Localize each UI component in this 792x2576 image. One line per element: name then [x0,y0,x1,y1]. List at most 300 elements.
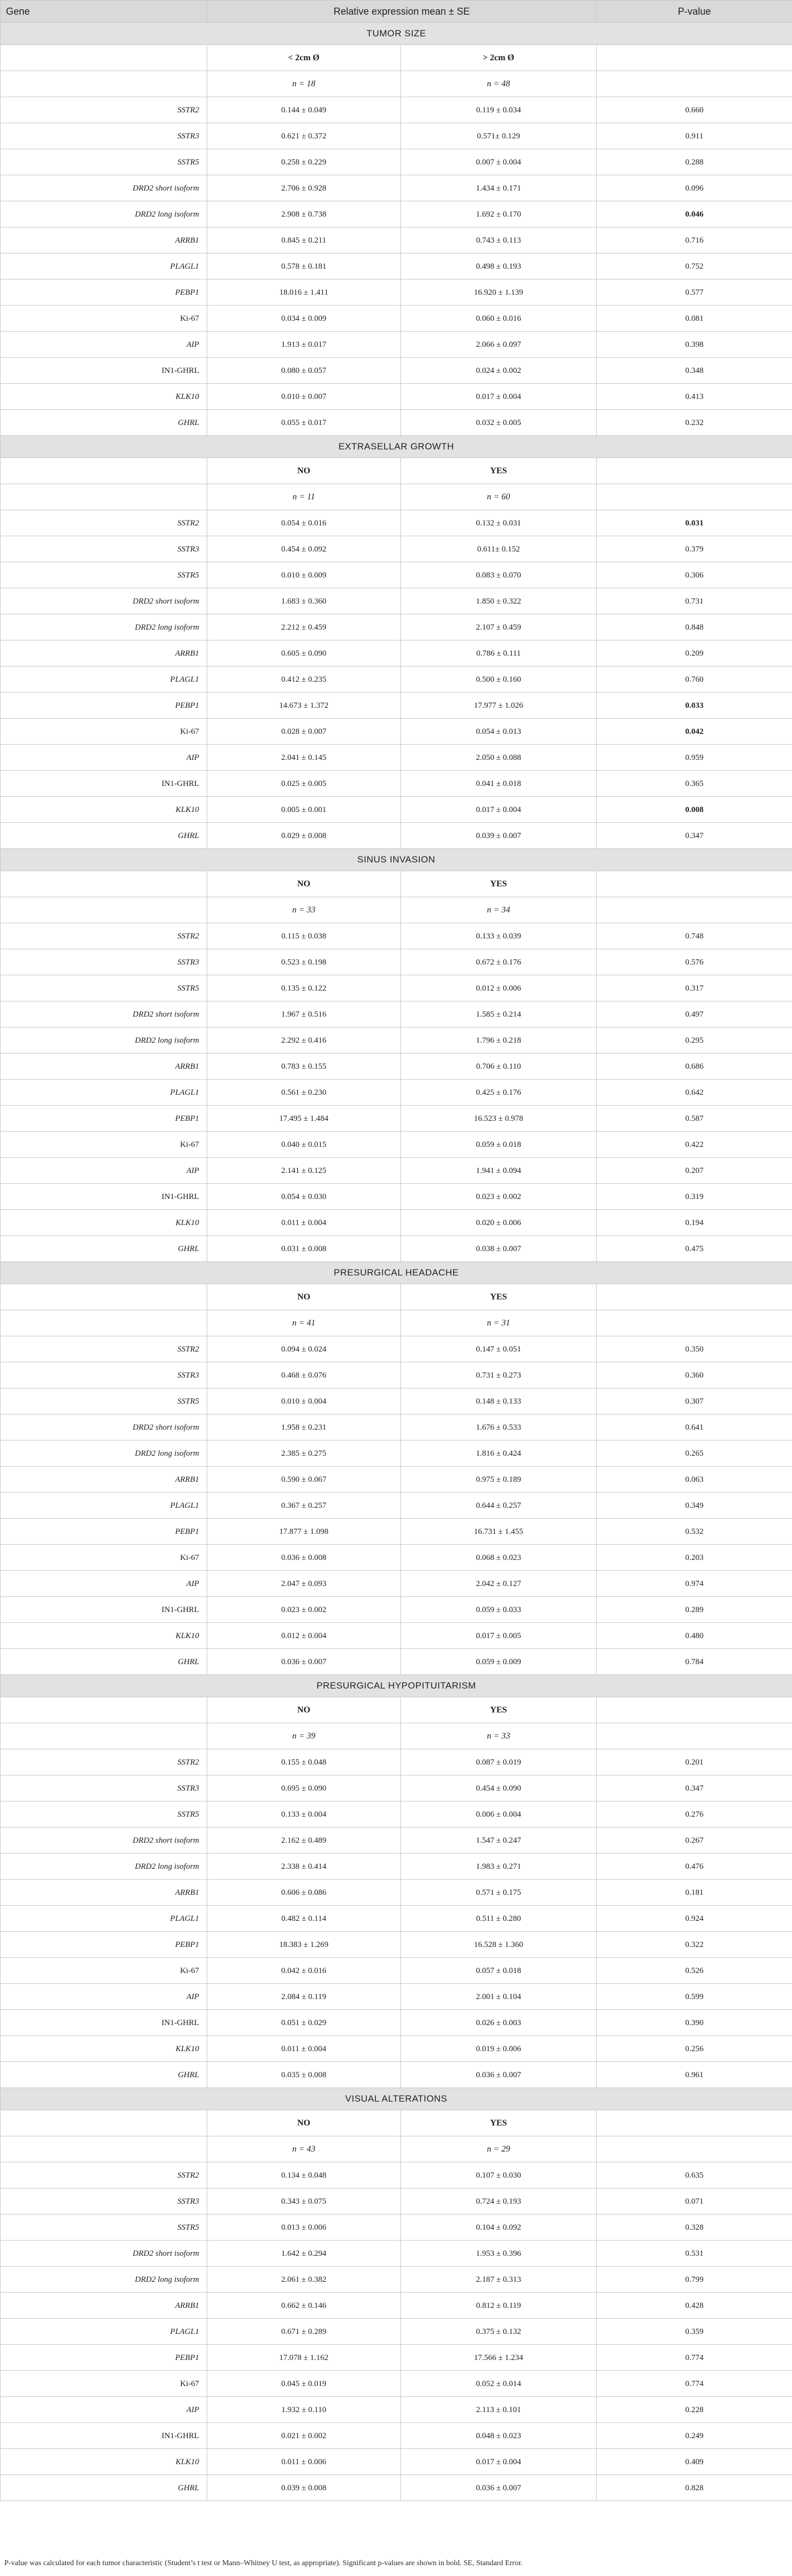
p-value: 0.295 [597,1027,792,1054]
table-row [1,2475,792,2501]
gene-name: AIP [1,1984,207,2010]
table-row [1,1184,792,1210]
group-a-value: 0.051 ± 0.029 [207,2010,401,2036]
table-header-row [1,1,792,23]
table-row [1,1027,792,1054]
table-row [1,2010,792,2036]
table-row [1,1906,792,1932]
group-a-value: 0.468 ± 0.076 [207,1362,401,1388]
empty-cell [597,2110,792,2136]
group-a-value: 2.212 ± 0.459 [207,614,401,640]
table-row [1,640,792,667]
gene-name: ARRB1 [1,1054,207,1080]
p-value: 0.267 [597,1828,792,1854]
table-row [1,1080,792,1106]
p-value: 0.752 [597,253,792,280]
group-b-value: 1.941 ± 0.094 [401,1158,597,1184]
group-b-value: 0.724 ± 0.193 [401,2188,597,2215]
table-row [1,797,792,823]
table-row [1,562,792,588]
p-value: 0.347 [597,823,792,849]
group-a-value: 0.029 ± 0.008 [207,823,401,849]
p-value: 0.924 [597,1906,792,1932]
section-title: VISUAL ALTERATIONS [1,2088,792,2110]
group-b-value: 0.026 ± 0.003 [401,2010,597,2036]
group-a-value: 0.021 ± 0.002 [207,2423,401,2449]
p-value: 0.322 [597,1932,792,1958]
group-a-value: 14.673 ± 1.372 [207,693,401,719]
group-b-value: 1.434 ± 0.171 [401,175,597,201]
group-a-value: 0.258 ± 0.229 [207,149,401,175]
table-row [1,2371,792,2397]
group-a-value: 1.967 ± 0.516 [207,1001,401,1027]
p-value: 0.317 [597,975,792,1001]
gene-name: GHRL [1,410,207,436]
gene-name: DRD2 short isoform [1,175,207,201]
group-a-value: 0.578 ± 0.181 [207,253,401,280]
group-b-value: 1.676 ± 0.533 [401,1414,597,1441]
table-row [1,175,792,201]
group-a-value: 0.055 ± 0.017 [207,410,401,436]
p-value: 0.731 [597,588,792,614]
table-row [1,1828,792,1854]
table-row [1,1106,792,1132]
group-b-value: 0.036 ± 0.007 [401,2475,597,2501]
table-row [1,1854,792,1880]
group-a-value: 0.036 ± 0.008 [207,1545,401,1571]
p-value: 0.201 [597,1749,792,1775]
group-a-value: 0.662 ± 0.146 [207,2293,401,2319]
group-a-label: NO [207,871,401,897]
gene-name: GHRL [1,2475,207,2501]
group-b-value: 0.083 ± 0.070 [401,562,597,588]
table-row [1,1749,792,1775]
p-value: 0.526 [597,1958,792,1984]
group-b-value: 1.983 ± 0.271 [401,1854,597,1880]
table-row [1,332,792,358]
group-a-value: 0.454 ± 0.092 [207,536,401,562]
group-b-label: YES [401,1697,597,1723]
section-title: TUMOR SIZE [1,23,792,45]
p-value: 0.911 [597,123,792,149]
group-b-value: 1.796 ± 0.218 [401,1027,597,1054]
group-a-value: 2.338 ± 0.414 [207,1854,401,1880]
group-a-value: 0.034 ± 0.009 [207,306,401,332]
gene-name: IN1-GHRL [1,2423,207,2449]
sample-size-row [1,484,792,510]
group-label-row [1,45,792,71]
group-b-value: 17.566 ± 1.234 [401,2345,597,2371]
table-row [1,1388,792,1414]
p-value: 0.475 [597,1236,792,1262]
group-b-value: 1.850 ± 0.322 [401,588,597,614]
group-b-value: 0.498 ± 0.193 [401,253,597,280]
gene-name: PLAGL1 [1,2319,207,2345]
group-a-value: 0.010 ± 0.004 [207,1388,401,1414]
table-row [1,2293,792,2319]
p-value: 0.365 [597,771,792,797]
group-a-label: NO [207,1697,401,1723]
group-b-value: 2.066 ± 0.097 [401,332,597,358]
group-a-value: 0.115 ± 0.038 [207,923,401,949]
group-a-n: n = 11 [207,484,401,510]
empty-cell [597,2136,792,2162]
gene-name: PLAGL1 [1,1080,207,1106]
empty-cell [597,45,792,71]
empty-cell [597,1310,792,1336]
group-a-value: 0.590 ± 0.067 [207,1467,401,1493]
p-value: 0.360 [597,1362,792,1388]
group-b-value: 0.571± 0.129 [401,123,597,149]
table-row [1,1467,792,1493]
group-b-value: 1.953 ± 0.396 [401,2241,597,2267]
gene-name: SSTR5 [1,1801,207,1828]
group-b-value: 0.743 ± 0.113 [401,227,597,253]
empty-cell [1,897,207,923]
p-value: 0.209 [597,640,792,667]
p-value: 0.959 [597,745,792,771]
p-value: 0.848 [597,614,792,640]
p-value: 0.480 [597,1623,792,1649]
section-title-row [1,849,792,871]
empty-cell [597,458,792,484]
gene-name: SSTR5 [1,2215,207,2241]
group-b-value: 16.731 ± 1.455 [401,1519,597,1545]
p-value: 0.961 [597,2062,792,2088]
gene-name: DRD2 long isoform [1,1027,207,1054]
group-label-row [1,458,792,484]
group-b-value: 2.187 ± 0.313 [401,2267,597,2293]
group-a-n: n = 39 [207,1723,401,1749]
gene-name: SSTR5 [1,1388,207,1414]
p-value: 0.974 [597,1571,792,1597]
gene-name: GHRL [1,2062,207,2088]
empty-cell [1,45,207,71]
group-a-value: 0.042 ± 0.016 [207,1958,401,1984]
empty-cell [1,1723,207,1749]
gene-name: IN1-GHRL [1,358,207,384]
table-body [1,1,792,2501]
group-a-n: n = 18 [207,71,401,97]
p-value: 0.307 [597,1388,792,1414]
group-b-value: 0.012 ± 0.006 [401,975,597,1001]
p-value: 0.203 [597,1545,792,1571]
gene-name: SSTR3 [1,536,207,562]
empty-cell [1,1310,207,1336]
group-b-value: 16.920 ± 1.139 [401,280,597,306]
table-row [1,1545,792,1571]
group-a-value: 2.141 ± 0.125 [207,1158,401,1184]
table-row [1,2397,792,2423]
group-a-value: 0.671 ± 0.289 [207,2319,401,2345]
group-a-label: NO [207,2110,401,2136]
group-b-value: 0.039 ± 0.007 [401,823,597,849]
table-row [1,1336,792,1362]
group-a-value: 1.932 ± 0.110 [207,2397,401,2423]
group-label-row [1,871,792,897]
group-a-value: 0.012 ± 0.004 [207,1623,401,1649]
group-b-value: 0.023 ± 0.002 [401,1184,597,1210]
gene-name: IN1-GHRL [1,2010,207,2036]
group-a-value: 0.040 ± 0.015 [207,1132,401,1158]
group-b-value: 0.107 ± 0.030 [401,2162,597,2188]
p-value: 0.181 [597,1880,792,1906]
gene-name: PEBP1 [1,1519,207,1545]
p-value: 0.422 [597,1132,792,1158]
group-b-label: YES [401,2110,597,2136]
group-b-value: 0.786 ± 0.111 [401,640,597,667]
gene-name: AIP [1,332,207,358]
group-a-value: 0.523 ± 0.198 [207,949,401,975]
gene-name: KLK10 [1,384,207,410]
group-a-value: 0.845 ± 0.211 [207,227,401,253]
gene-name: SSTR5 [1,149,207,175]
table-row [1,667,792,693]
gene-name: Ki-67 [1,1958,207,1984]
group-b-value: 0.454 ± 0.090 [401,1775,597,1801]
p-value: 0.276 [597,1801,792,1828]
table-row [1,745,792,771]
p-value: 0.096 [597,175,792,201]
p-value: 0.760 [597,667,792,693]
group-a-value: 0.135 ± 0.122 [207,975,401,1001]
gene-name: DRD2 short isoform [1,1001,207,1027]
p-value: 0.046 [597,201,792,227]
group-b-value: 0.017 ± 0.004 [401,384,597,410]
gene-name: DRD2 long isoform [1,614,207,640]
empty-cell [597,484,792,510]
table-row [1,2215,792,2241]
gene-name: SSTR3 [1,123,207,149]
group-b-value: 0.375 ± 0.132 [401,2319,597,2345]
table-row [1,1932,792,1958]
table-footnote: P-value was calculated for each tumor characteristic (Student’s t test or Mann–Whitney U test, as appropriate). Significant p-values are shown in bold. SE, Standard Error. [4,2559,523,2567]
p-value: 0.641 [597,1414,792,1441]
gene-name: SSTR5 [1,975,207,1001]
group-label-row [1,1284,792,1310]
p-value: 0.348 [597,358,792,384]
table-row [1,536,792,562]
group-b-n: n = 60 [401,484,597,510]
table-row [1,614,792,640]
gene-name: IN1-GHRL [1,771,207,797]
group-a-value: 0.606 ± 0.086 [207,1880,401,1906]
group-a-value: 0.039 ± 0.008 [207,2475,401,2501]
group-a-value: 1.958 ± 0.231 [207,1414,401,1441]
gene-name: DRD2 long isoform [1,2267,207,2293]
group-a-value: 2.162 ± 0.489 [207,1828,401,1854]
group-b-n: n = 33 [401,1723,597,1749]
p-value: 0.748 [597,923,792,949]
gene-name: PEBP1 [1,2345,207,2371]
p-value: 0.476 [597,1854,792,1880]
gene-name: PLAGL1 [1,667,207,693]
gene-name: AIP [1,745,207,771]
empty-cell [597,897,792,923]
group-b-value: 0.148 ± 0.133 [401,1388,597,1414]
empty-cell [1,1284,207,1310]
group-b-value: 0.059 ± 0.033 [401,1597,597,1623]
group-b-value: 0.006 ± 0.004 [401,1801,597,1828]
header-gene: Gene [1,1,207,23]
group-b-n: n = 31 [401,1310,597,1336]
table-row [1,1649,792,1675]
table-row [1,1054,792,1080]
empty-cell [1,2136,207,2162]
group-b-value: 0.571 ± 0.175 [401,1880,597,1906]
gene-name: DRD2 short isoform [1,588,207,614]
gene-name: PEBP1 [1,693,207,719]
group-a-value: 0.011 ± 0.006 [207,2449,401,2475]
table-row [1,306,792,332]
group-a-value: 0.155 ± 0.048 [207,1749,401,1775]
table-row [1,2423,792,2449]
group-b-value: 0.059 ± 0.009 [401,1649,597,1675]
group-a-value: 0.005 ± 0.001 [207,797,401,823]
empty-cell [1,1697,207,1723]
table-row [1,510,792,536]
group-b-value: 0.068 ± 0.023 [401,1545,597,1571]
p-value: 0.398 [597,332,792,358]
gene-name: KLK10 [1,2036,207,2062]
gene-name: PLAGL1 [1,1493,207,1519]
group-a-value: 0.605 ± 0.090 [207,640,401,667]
group-a-value: 0.133 ± 0.004 [207,1801,401,1828]
group-b-value: 0.425 ± 0.176 [401,1080,597,1106]
group-a-value: 2.061 ± 0.382 [207,2267,401,2293]
table-row [1,693,792,719]
gene-name: SSTR3 [1,1775,207,1801]
group-a-value: 2.292 ± 0.416 [207,1027,401,1054]
group-b-value: 0.087 ± 0.019 [401,1749,597,1775]
group-b-value: 0.024 ± 0.002 [401,358,597,384]
table-row [1,1441,792,1467]
section-title-row [1,436,792,458]
p-value: 0.350 [597,1336,792,1362]
group-b-value: 2.001 ± 0.104 [401,1984,597,2010]
p-value: 0.207 [597,1158,792,1184]
p-value: 0.532 [597,1519,792,1545]
empty-cell [1,2110,207,2136]
p-value: 0.328 [597,2215,792,2241]
table-row [1,1158,792,1184]
group-b-label: YES [401,871,597,897]
table-row [1,1597,792,1623]
p-value: 0.784 [597,1649,792,1675]
group-a-value: 2.084 ± 0.119 [207,1984,401,2010]
section-title-row [1,1675,792,1697]
table-row [1,2345,792,2371]
table-row [1,1880,792,1906]
table-row [1,1519,792,1545]
p-value: 0.716 [597,227,792,253]
gene-name: DRD2 short isoform [1,1414,207,1441]
table-row [1,97,792,123]
table-row [1,1493,792,1519]
table-row [1,253,792,280]
gene-name: SSTR2 [1,1336,207,1362]
group-b-n: n = 48 [401,71,597,97]
p-value: 0.071 [597,2188,792,2215]
group-a-value: 0.094 ± 0.024 [207,1336,401,1362]
group-a-value: 17.078 ± 1.162 [207,2345,401,2371]
group-b-value: 0.731 ± 0.273 [401,1362,597,1388]
group-b-value: 0.511 ± 0.280 [401,1906,597,1932]
p-value: 0.390 [597,2010,792,2036]
table-row [1,2319,792,2345]
group-b-value: 0.500 ± 0.160 [401,667,597,693]
group-a-value: 0.010 ± 0.007 [207,384,401,410]
group-a-value: 0.054 ± 0.016 [207,510,401,536]
table-row [1,2188,792,2215]
p-value: 0.599 [597,1984,792,2010]
p-value: 0.774 [597,2345,792,2371]
p-value: 0.081 [597,306,792,332]
group-b-value: 0.104 ± 0.092 [401,2215,597,2241]
gene-name: SSTR5 [1,562,207,588]
group-a-value: 18.383 ± 1.269 [207,1932,401,1958]
p-value: 0.531 [597,2241,792,2267]
p-value: 0.428 [597,2293,792,2319]
gene-name: GHRL [1,823,207,849]
sample-size-row [1,71,792,97]
gene-name: KLK10 [1,797,207,823]
empty-cell [597,1697,792,1723]
gene-name: SSTR2 [1,2162,207,2188]
gene-name: SSTR3 [1,1362,207,1388]
table-row [1,201,792,227]
empty-cell [1,484,207,510]
group-b-value: 1.585 ± 0.214 [401,1001,597,1027]
p-value: 0.379 [597,536,792,562]
group-b-value: 0.132 ± 0.031 [401,510,597,536]
section-title-row [1,23,792,45]
group-b-value: 0.644 ± 0.257 [401,1493,597,1519]
p-value: 0.031 [597,510,792,536]
table-row [1,358,792,384]
table-row [1,227,792,253]
group-a-value: 0.367 ± 0.257 [207,1493,401,1519]
table-row [1,719,792,745]
gene-name: GHRL [1,1649,207,1675]
sample-size-row [1,1310,792,1336]
p-value: 0.413 [597,384,792,410]
gene-name: PEBP1 [1,1932,207,1958]
group-b-value: 2.107 ± 0.459 [401,614,597,640]
group-b-value: 0.975 ± 0.189 [401,1467,597,1493]
group-a-value: 0.054 ± 0.030 [207,1184,401,1210]
p-value: 0.799 [597,2267,792,2293]
group-a-value: 0.621 ± 0.372 [207,123,401,149]
p-value: 0.289 [597,1597,792,1623]
group-label-row [1,2110,792,2136]
table-row [1,280,792,306]
gene-name: PEBP1 [1,1106,207,1132]
group-a-value: 0.695 ± 0.090 [207,1775,401,1801]
p-value: 0.642 [597,1080,792,1106]
table-row [1,1958,792,1984]
gene-name: GHRL [1,1236,207,1262]
gene-name: DRD2 long isoform [1,201,207,227]
group-a-value: 0.080 ± 0.057 [207,358,401,384]
table-row [1,384,792,410]
gene-name: Ki-67 [1,1545,207,1571]
p-value: 0.063 [597,1467,792,1493]
p-value: 0.008 [597,797,792,823]
table-row [1,1236,792,1262]
p-value: 0.349 [597,1493,792,1519]
header-expression: Relative expression mean ± SE [207,1,597,23]
